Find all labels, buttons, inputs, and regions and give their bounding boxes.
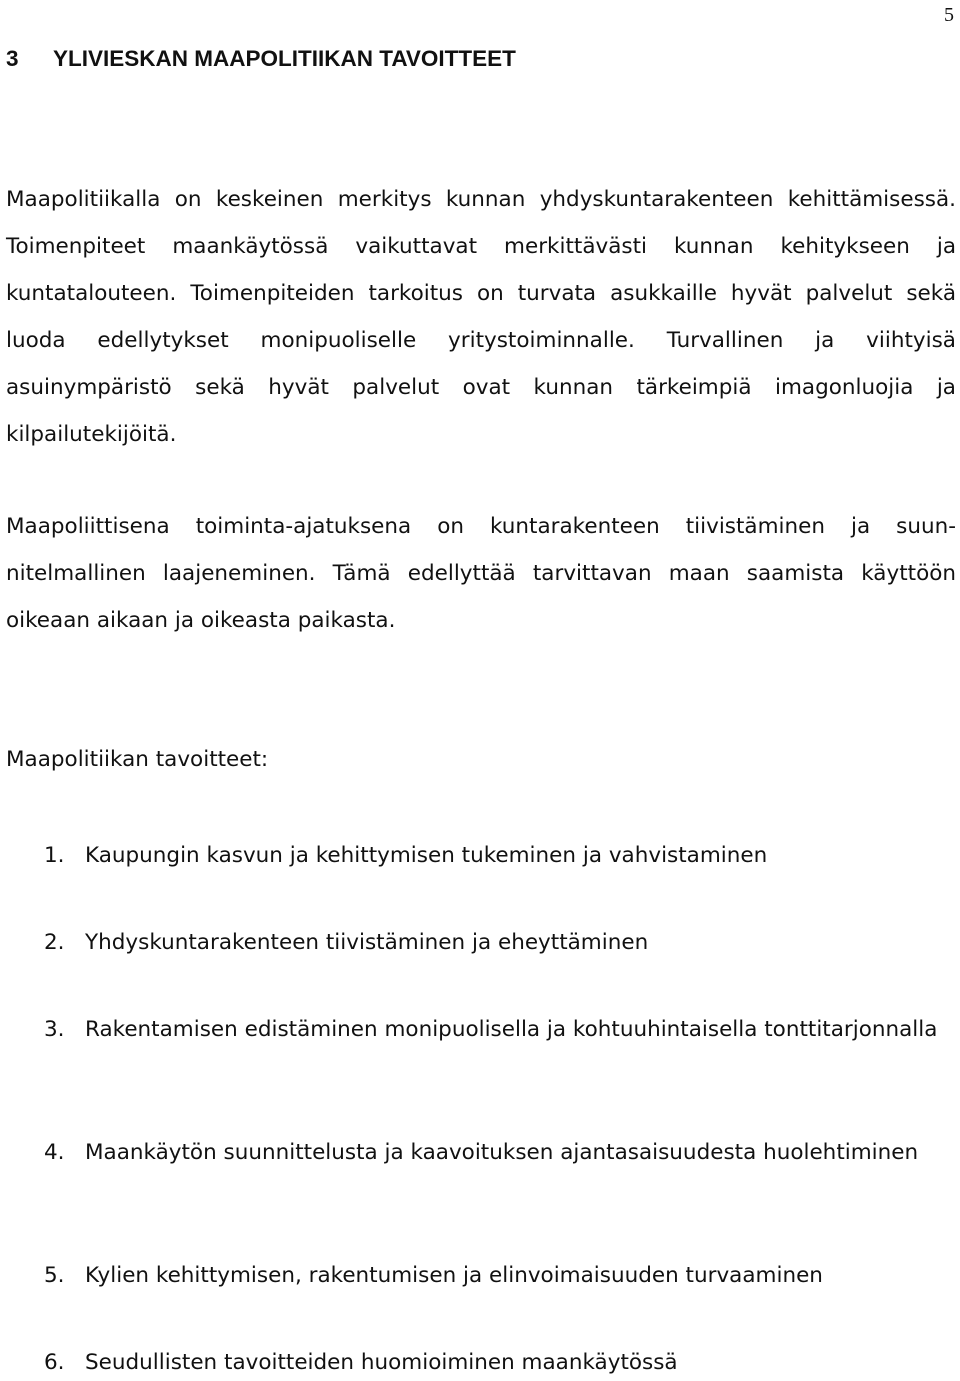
goal-item-3 (6, 1011, 956, 1048)
goal-number: 2. (44, 930, 65, 955)
goal-number: 1. (44, 843, 65, 868)
goal-number: 6. (44, 1350, 65, 1375)
goal-item-4 (6, 1134, 956, 1171)
goal-item-1 (6, 837, 956, 874)
goal-item-2 (6, 924, 956, 961)
page-number: 5 (944, 4, 954, 26)
paragraph-intro: Maapolitiikalla on keskeinen merkitys kunnan yhdyskuntarakenteen kehittämisessä. Toimenpiteet maankäytössä vaikuttavat merkittävästi kunnan kehitykseen ja kuntatalouteen. Toimenpiteiden tarkoitus on turvata asukkaille hyvät palvelut sekä luoda edellytykset monipuoliselle yritystoiminnalle. Turvallinen ja viihtyisä asuinympäristö sekä hyvät palvelut ovat kunnan tärkeimpiä imagonluojia ja kilpailutekijöitä. (6, 187, 956, 447)
goals-title: Maapolitiikan tavoitteet: (6, 747, 269, 772)
goal-text: Yhdyskuntarakenteen tiivistäminen ja eheyttäminen (85, 930, 649, 955)
goal-text: Seudullisten tavoitteiden huomioiminen maankäytössä (85, 1350, 678, 1375)
section-heading (6, 46, 516, 72)
goal-number: 4. (44, 1140, 65, 1165)
goal-text: Kaupungin kasvun ja kehittymisen tukeminen ja vahvistaminen (85, 843, 768, 868)
paragraph-operating-idea: Maapoliittisena toiminta-ajatuksena on kuntarakenteen tiivistäminen ja suunnitelmallinen laajeneminen. Tämä edellyttää tarvittavan maan saamista käyttöön oikeaan aikaan ja oikeasta paikasta. (6, 514, 956, 633)
goal-text: Rakentamisen edistäminen monipuolisella ja kohtuuhintaisella tonttitarjonnalla (85, 1017, 938, 1042)
goal-text: Kylien kehittymisen, rakentumisen ja elinvoimaisuuden turvaaminen (85, 1263, 823, 1288)
goal-number: 5. (44, 1263, 65, 1288)
goal-item-6 (6, 1344, 956, 1381)
section-number: 3 (6, 46, 19, 71)
section-title: YLIVIESKAN MAAPOLITIIKAN TAVOITTEET (53, 46, 516, 71)
goal-item-5 (6, 1257, 956, 1294)
goal-text: Maankäytön suunnittelusta ja kaavoituksen ajantasaisuudesta huolehtiminen (85, 1140, 919, 1165)
goal-number: 3. (44, 1017, 65, 1042)
